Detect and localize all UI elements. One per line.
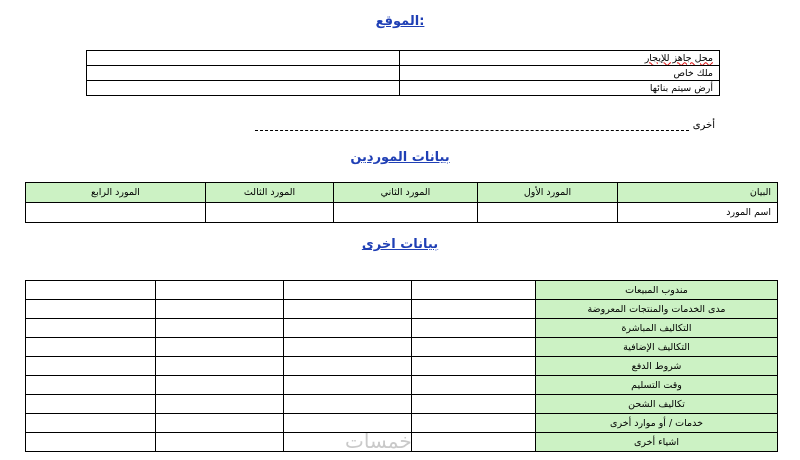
location-table	[86, 50, 720, 96]
value-cell[interactable]	[156, 395, 284, 414]
value-cell[interactable]	[26, 433, 156, 452]
location-value-cell[interactable]	[87, 81, 400, 96]
header-supplier-1: المورد الأول	[478, 183, 618, 203]
value-cell[interactable]	[284, 319, 412, 338]
value-cell[interactable]	[26, 319, 156, 338]
value-cell[interactable]	[26, 281, 156, 300]
row-label: مدى الخدمات والمنتجات المعروضة	[536, 300, 778, 319]
value-cell[interactable]	[156, 414, 284, 433]
row-label: التكاليف الإضافية	[536, 338, 778, 357]
row-label: تكاليف الشحن	[536, 395, 778, 414]
table-row	[26, 338, 778, 357]
value-cell[interactable]	[26, 376, 156, 395]
value-cell[interactable]	[284, 357, 412, 376]
location-label: ملك خاص	[400, 66, 720, 81]
row-label: مندوب المبيعات	[536, 281, 778, 300]
value-cell[interactable]	[26, 300, 156, 319]
location-label: محل جاهز للإيجار	[400, 51, 720, 66]
table-row	[26, 357, 778, 376]
value-cell[interactable]	[412, 414, 536, 433]
location-row	[87, 51, 720, 66]
row-label: اشياء أخرى	[536, 433, 778, 452]
watermark-logo: خمسات	[345, 429, 412, 453]
table-row	[26, 395, 778, 414]
value-cell[interactable]	[156, 376, 284, 395]
value-cell[interactable]	[412, 395, 536, 414]
value-cell[interactable]	[412, 281, 536, 300]
supplier-1-cell[interactable]	[478, 203, 618, 223]
dotted-fill-line	[255, 122, 689, 131]
value-cell[interactable]	[26, 357, 156, 376]
suppliers-table	[25, 182, 778, 223]
table-row	[26, 281, 778, 300]
value-cell[interactable]	[284, 300, 412, 319]
value-cell[interactable]	[156, 433, 284, 452]
location-title: الموقع:	[375, 14, 425, 29]
other-data-table	[25, 280, 778, 452]
header-supplier-2: المورد الثاني	[334, 183, 478, 203]
value-cell[interactable]	[284, 281, 412, 300]
table-row	[26, 319, 778, 338]
location-label: أرض سيتم بنائها	[400, 81, 720, 96]
supplier-2-cell[interactable]	[334, 203, 478, 223]
value-cell[interactable]	[412, 376, 536, 395]
header-supplier-3: المورد الثالث	[206, 183, 334, 203]
value-cell[interactable]	[412, 300, 536, 319]
header-statement: البيان	[618, 183, 778, 203]
supplier-3-cell[interactable]	[206, 203, 334, 223]
row-label: وقت التسليم	[536, 376, 778, 395]
table-row	[26, 203, 778, 223]
suppliers-header-row	[26, 183, 778, 203]
header-supplier-4: المورد الرابع	[26, 183, 206, 203]
supplier-4-cell[interactable]	[26, 203, 206, 223]
location-value-cell[interactable]	[87, 66, 400, 81]
value-cell[interactable]	[156, 319, 284, 338]
value-cell[interactable]	[412, 338, 536, 357]
value-cell[interactable]	[284, 338, 412, 357]
suppliers-title: بيانات الموردين	[350, 150, 450, 165]
table-row	[26, 300, 778, 319]
location-row	[87, 66, 720, 81]
row-label: شروط الدفع	[536, 357, 778, 376]
value-cell[interactable]	[412, 433, 536, 452]
value-cell[interactable]	[284, 376, 412, 395]
location-row	[87, 81, 720, 96]
row-label-supplier-name: اسم المورد	[618, 203, 778, 223]
value-cell[interactable]	[26, 338, 156, 357]
value-cell[interactable]	[284, 395, 412, 414]
row-label: التكاليف المباشرة	[536, 319, 778, 338]
value-cell[interactable]	[26, 395, 156, 414]
value-cell[interactable]	[412, 319, 536, 338]
row-label: خدمات / أو موارد أخرى	[536, 414, 778, 433]
value-cell[interactable]	[412, 357, 536, 376]
value-cell[interactable]	[26, 414, 156, 433]
value-cell[interactable]	[156, 281, 284, 300]
value-cell[interactable]	[156, 300, 284, 319]
other-location-label: أخرى	[692, 120, 715, 131]
other-data-title: بيانات اخرى	[361, 237, 439, 252]
other-location-line[interactable]	[255, 117, 715, 131]
value-cell[interactable]	[156, 338, 284, 357]
location-value-cell[interactable]	[87, 51, 400, 66]
value-cell[interactable]	[156, 357, 284, 376]
table-row	[26, 376, 778, 395]
